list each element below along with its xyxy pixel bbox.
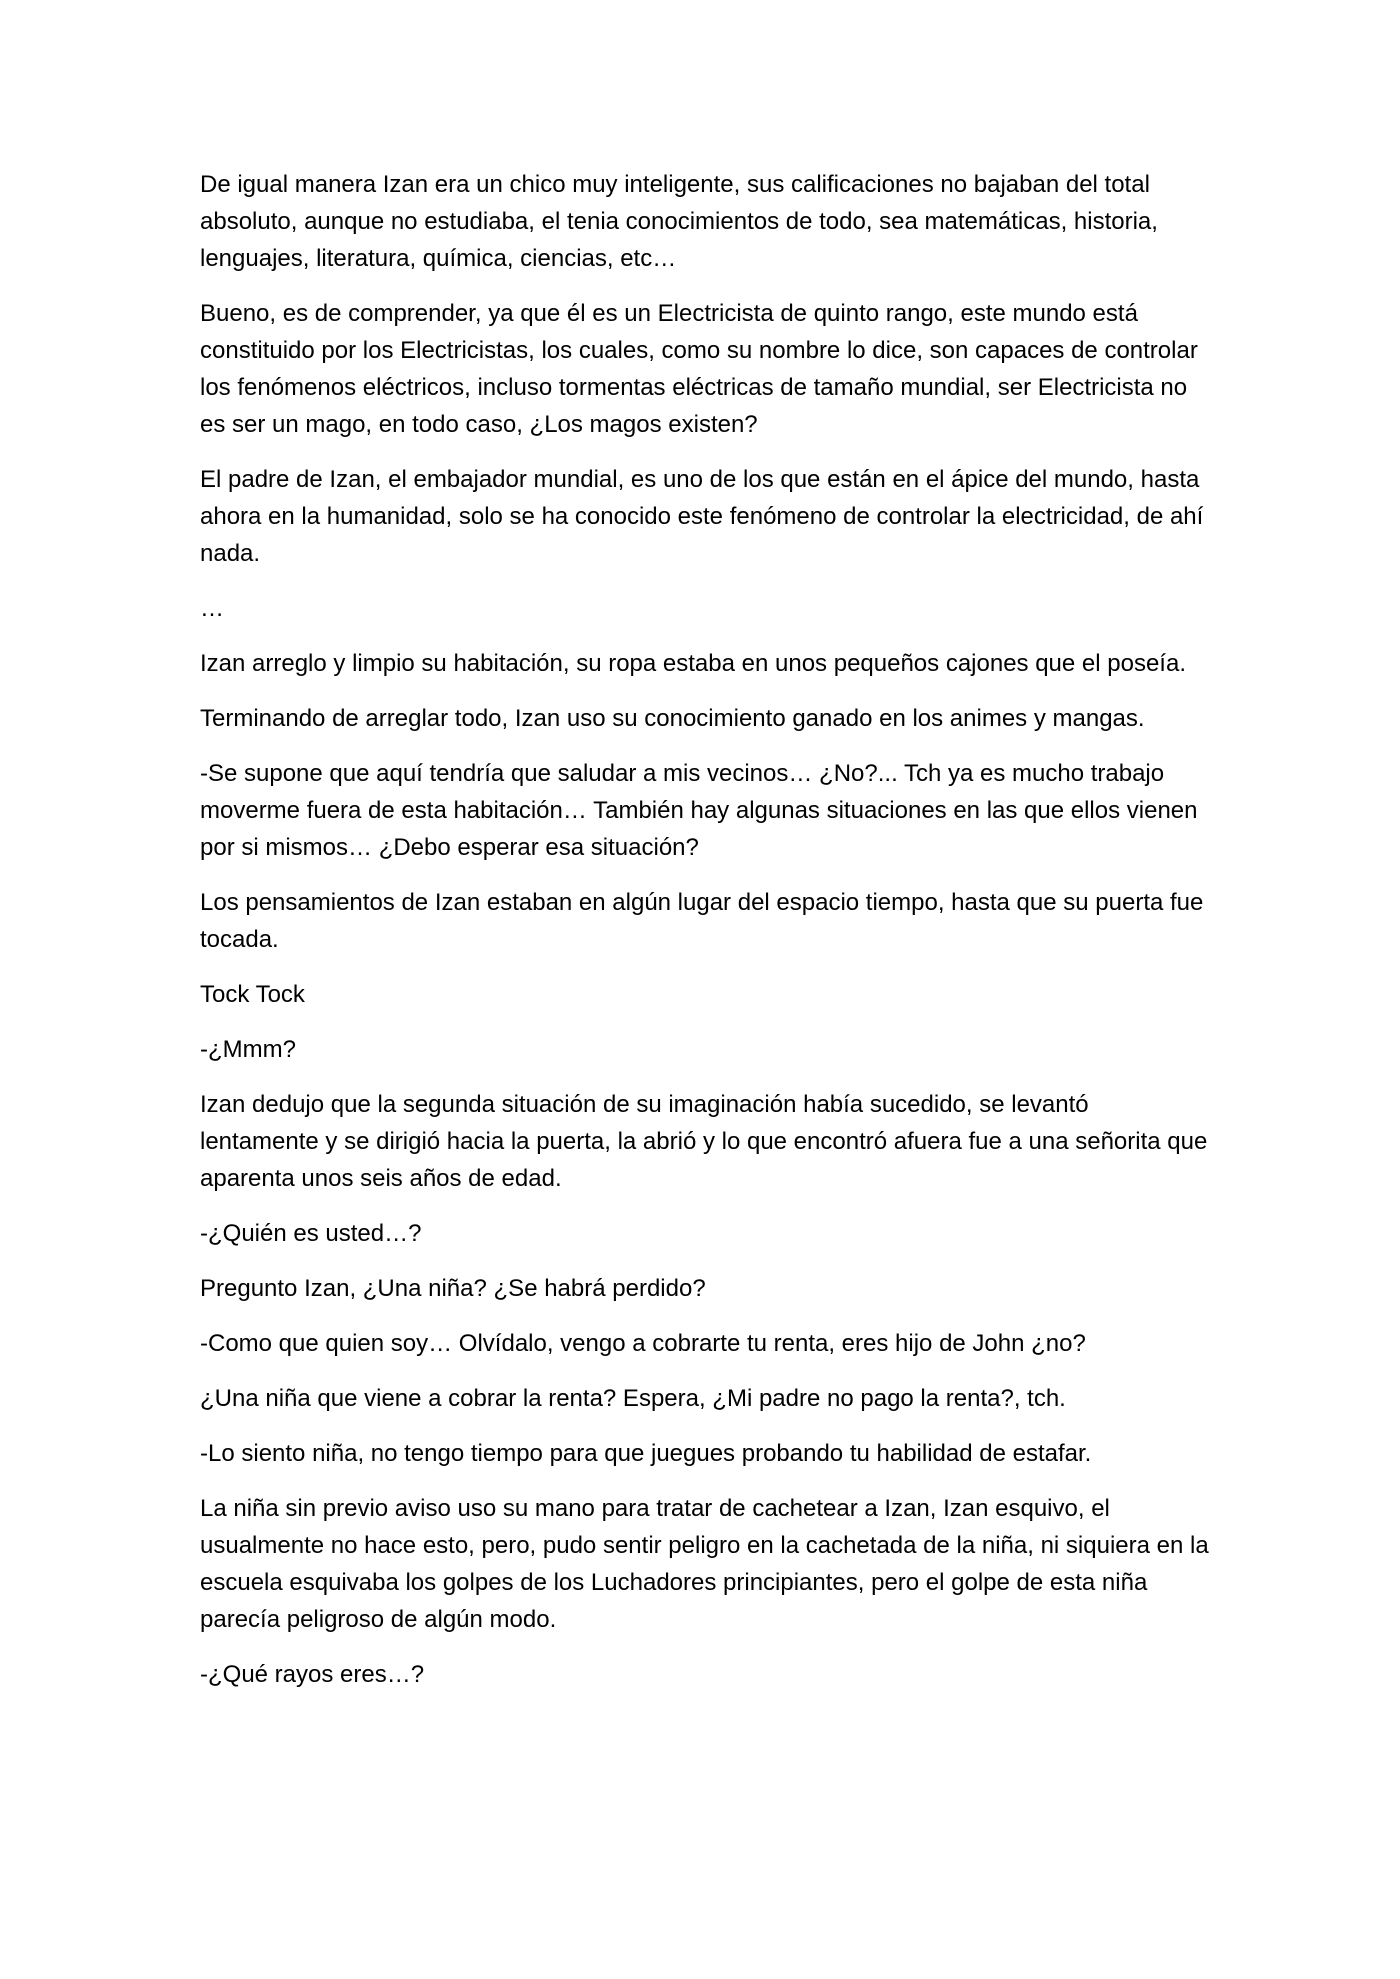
paragraph: El padre de Izan, el embajador mundial, es uno de los que están en el ápice del mundo, hasta ahora en la humanidad, solo se ha conocido este fenómeno de controlar la electricidad, de ahí nada. <box>200 466 1204 567</box>
paragraph: Bueno, es de comprender, ya que él es un Electricista de quinto rango, este mundo está constituido por los Electricistas, los cuales, como su nombre lo dice, son capaces de controlar los fenómenos eléctricos, incluso tormentas eléctricas de tamaño mundial, ser Electricista no es ser un mago, en todo caso, ¿Los magos existen? <box>200 300 1198 438</box>
paragraph: Izan dedujo que la segunda situación de su imaginación había sucedido, se levantó lentamente y se dirigió hacia la puerta, la abrió y lo que encontró afuera fue a una señorita que aparenta unos seis años de edad. <box>200 1091 1208 1192</box>
paragraph: -¿Qué rayos eres…? <box>200 1661 425 1688</box>
paragraph: Pregunto Izan, ¿Una niña? ¿Se habrá perdido? <box>200 1275 706 1302</box>
paragraph: -¿Quién es usted…? <box>200 1220 422 1247</box>
paragraph: Los pensamientos de Izan estaban en algún lugar del espacio tiempo, hasta que su puerta fue tocada. <box>200 889 1204 953</box>
paragraph: Izan arreglo y limpio su habitación, su ropa estaba en unos pequeños cajones que el poseía. <box>200 650 1186 677</box>
paragraph: Tock Tock <box>200 981 305 1008</box>
paragraph: Terminando de arreglar todo, Izan uso su conocimiento ganado en los animes y mangas. <box>200 705 1145 732</box>
paragraph: La niña sin previo aviso uso su mano para tratar de cachetear a Izan, Izan esquivo, el usualmente no hace esto, pero, pudo sentir peligro en la cachetada de la niña, ni siquiera en la escuela esquivaba los golpes de los Luchadores principiantes, pero el golpe de esta niña parecía peligroso de algún modo. <box>200 1495 1209 1633</box>
paragraph: De igual manera Izan era un chico muy inteligente, sus calificaciones no bajaban del total absoluto, aunque no estudiaba, el tenia conocimientos de todo, sea matemáticas, historia, lenguajes, literatura, química, ciencias, etc… <box>200 171 1158 272</box>
paragraph: -Como que quien soy… Olvídalo, vengo a cobrarte tu renta, eres hijo de John ¿no? <box>200 1330 1086 1357</box>
paragraph: -¿Mmm? <box>200 1036 296 1063</box>
paragraph: ¿Una niña que viene a cobrar la renta? Espera, ¿Mi padre no pago la renta?, tch. <box>200 1385 1066 1412</box>
paragraph: -Se supone que aquí tendría que saludar a mis vecinos… ¿No?... Tch ya es mucho trabajo moverme fuera de esta habitación… También hay algunas situaciones en las que ellos vienen por si mismos… ¿Debo esperar esa situación? <box>200 760 1198 861</box>
document-body <box>200 166 1210 1711</box>
paragraph: -Lo siento niña, no tengo tiempo para que juegues probando tu habilidad de estafar. <box>200 1440 1092 1467</box>
paragraph: … <box>200 595 224 622</box>
